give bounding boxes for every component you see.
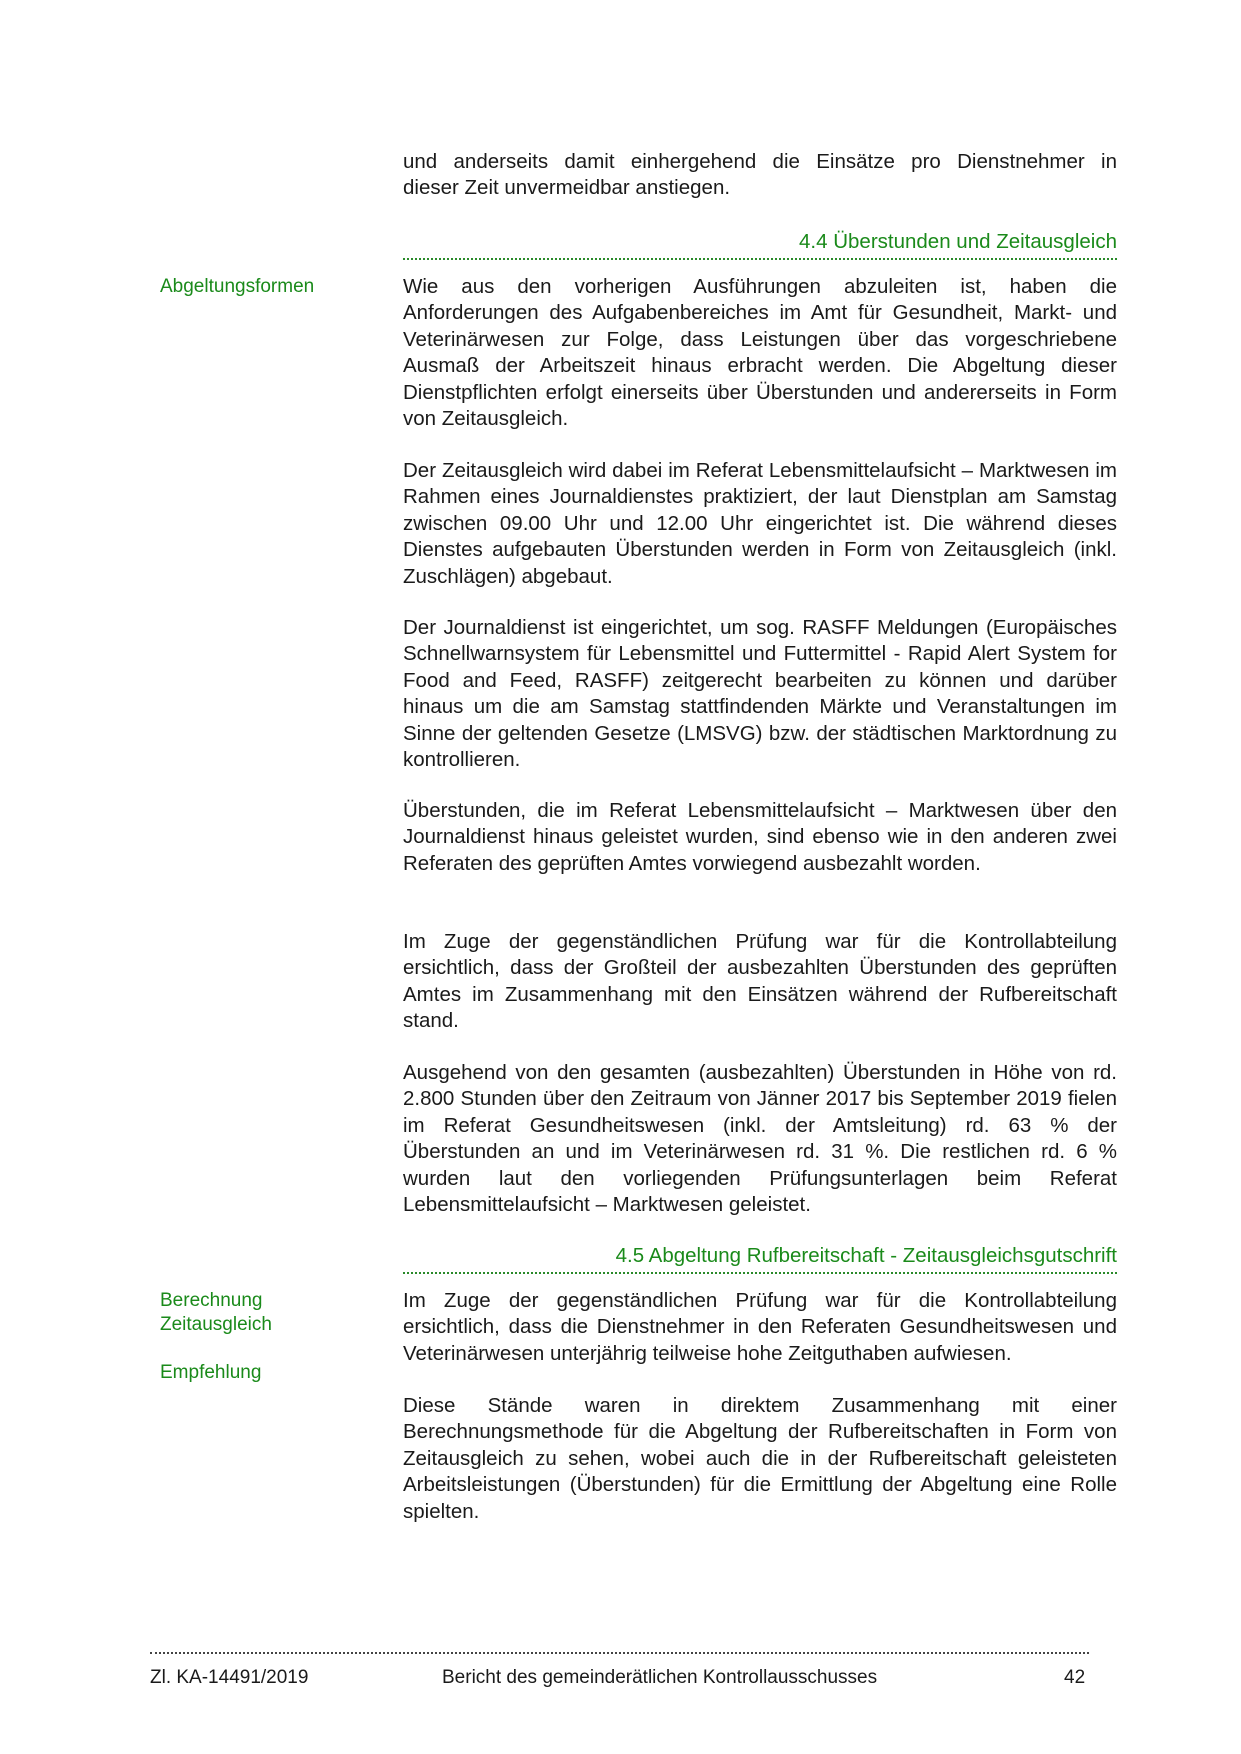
section-4-4-paragraph-4: [403, 798, 1117, 877]
paragraph: Überstunden, die im Referat Lebensmittelaufsicht – Marktwesen über den Journaldienst hinaus geleistet wurden, sind ebenso wie in den anderen zwei Referaten des geprüften Amtes vorwiegend ausbezahlt worden.: [403, 799, 1117, 875]
section-4-4-paragraph-2: [403, 458, 1117, 590]
paragraph: Wie aus den vorherigen Ausführungen abzuleiten ist, haben die Anforderungen des Aufgabenbereiches im Amt für Gesundheit, Markt- und Veterinärwesen zur Folge, dass Leistungen über das vorgeschriebene Ausmaß der Arbeitszeit hinaus erbracht werden. Die Abgeltung dieser Dienstpflichten erfolgt einerseits über Überstunden und andererseits in Form von Zeitausgleich.: [403, 275, 1117, 431]
margin-note-abgeltungsformen: Abgeltungsformen: [160, 276, 315, 297]
intro-paragraph: [403, 149, 1117, 202]
intro-line-2: dieser Zeit unvermeidbar anstiegen.: [403, 176, 731, 200]
section-4-5-rule: [403, 1272, 1117, 1274]
intro-line-1: und anderseits damit einhergehend die Einsätze pro Dienstnehmer in: [403, 150, 1117, 173]
section-4-4-paragraph-1: [403, 274, 1117, 432]
paragraph: Der Journaldienst ist eingerichtet, um sog. RASFF Meldungen (Europäisches Schnellwarnsystem für Lebensmittel und Futtermittel - Rapid Alert System for Food and Feed, RASFF) zeitgerecht bearbeiten zu können und darüber hinaus um die am Samstag stattfindenden Märkte und Veranstaltungen im Sinne der geltenden Gesetze (LMSVG) bzw. der städtischen Marktordnung zu kontrollieren.: [403, 616, 1117, 772]
section-4-4-rule: [403, 258, 1117, 260]
paragraph: Im Zuge der gegenständlichen Prüfung war für die Kontrollabteilung ersichtlich, dass die Dienstnehmer in den Referaten Gesundheitswesen und Veterinärwesen unterjährig teilweise hohe Zeitguthaben aufwiesen.: [403, 1289, 1117, 1365]
section-4-5-heading: 4.5 Abgeltung Rufbereitschaft - Zeitausgleichsgutschrift: [615, 1244, 1117, 1267]
paragraph: Ausgehend von den gesamten (ausbezahlten) Überstunden in Höhe von rd. 2.800 Stunden über den Zeitraum von Jänner 2017 bis September 2019 fielen im Referat Gesundheitswesen (inkl. der Amtsleitung) rd. 63 % der Überstunden an und im Veterinärwesen rd. 31 %. Die restlichen rd. 6 % wurden laut den vorliegenden Prüfungsunterlagen beim Referat Lebensmittelaufsicht – Marktwesen geleistet.: [403, 1061, 1117, 1217]
footer-title: Bericht des gemeinderätlichen Kontrollausschusses: [442, 1667, 878, 1688]
section-4-4-paragraph-6: [403, 1060, 1117, 1218]
paragraph: Der Zeitausgleich wird dabei im Referat Lebensmittelaufsicht – Marktwesen im Rahmen eines Journaldienstes praktiziert, der laut Dienstplan am Samstag zwischen 09.00 Uhr und 12.00 Uhr eingerichtet ist. Die während dieses Dienstes aufgebauten Überstunden werden in Form von Zeitausgleich (inkl. Zuschlägen) abgebaut.: [403, 459, 1117, 588]
section-4-4-paragraph-3: [403, 615, 1117, 773]
paragraph: Im Zuge der gegenständlichen Prüfung war für die Kontrollabteilung ersichtlich, dass der Großteil der ausbezahlten Überstunden des geprüften Amtes im Zusammenhang mit den Einsätzen während der Rufbereitschaft stand.: [403, 930, 1117, 1033]
paragraph: Diese Stände waren in direktem Zusammenhang mit einer Berechnungsmethode für die Abgeltung der Rufbereitschaften in Form von Zeitausgleich zu sehen, wobei auch die in der Rufbereitschaft geleisteten Arbeitsleistungen (Überstunden) für die Ermittlung der Abgeltung eine Rolle spielten.: [403, 1394, 1117, 1523]
margin-note-zeitausgleich: Zeitausgleich: [160, 1314, 272, 1335]
footer-page-number: 42: [1064, 1667, 1086, 1688]
section-4-5-paragraph-1: [403, 1288, 1117, 1367]
section-4-4-heading: 4.4 Überstunden und Zeitausgleich: [799, 230, 1117, 253]
section-4-4-paragraph-5: [403, 929, 1117, 1035]
footer-rule: [150, 1652, 1089, 1654]
footer-reference: Zl. KA-14491/2019: [150, 1667, 309, 1688]
section-4-5-paragraph-2: [403, 1393, 1117, 1525]
margin-note-berechnung: Berechnung: [160, 1290, 263, 1311]
margin-note-empfehlung: Empfehlung: [160, 1362, 262, 1383]
